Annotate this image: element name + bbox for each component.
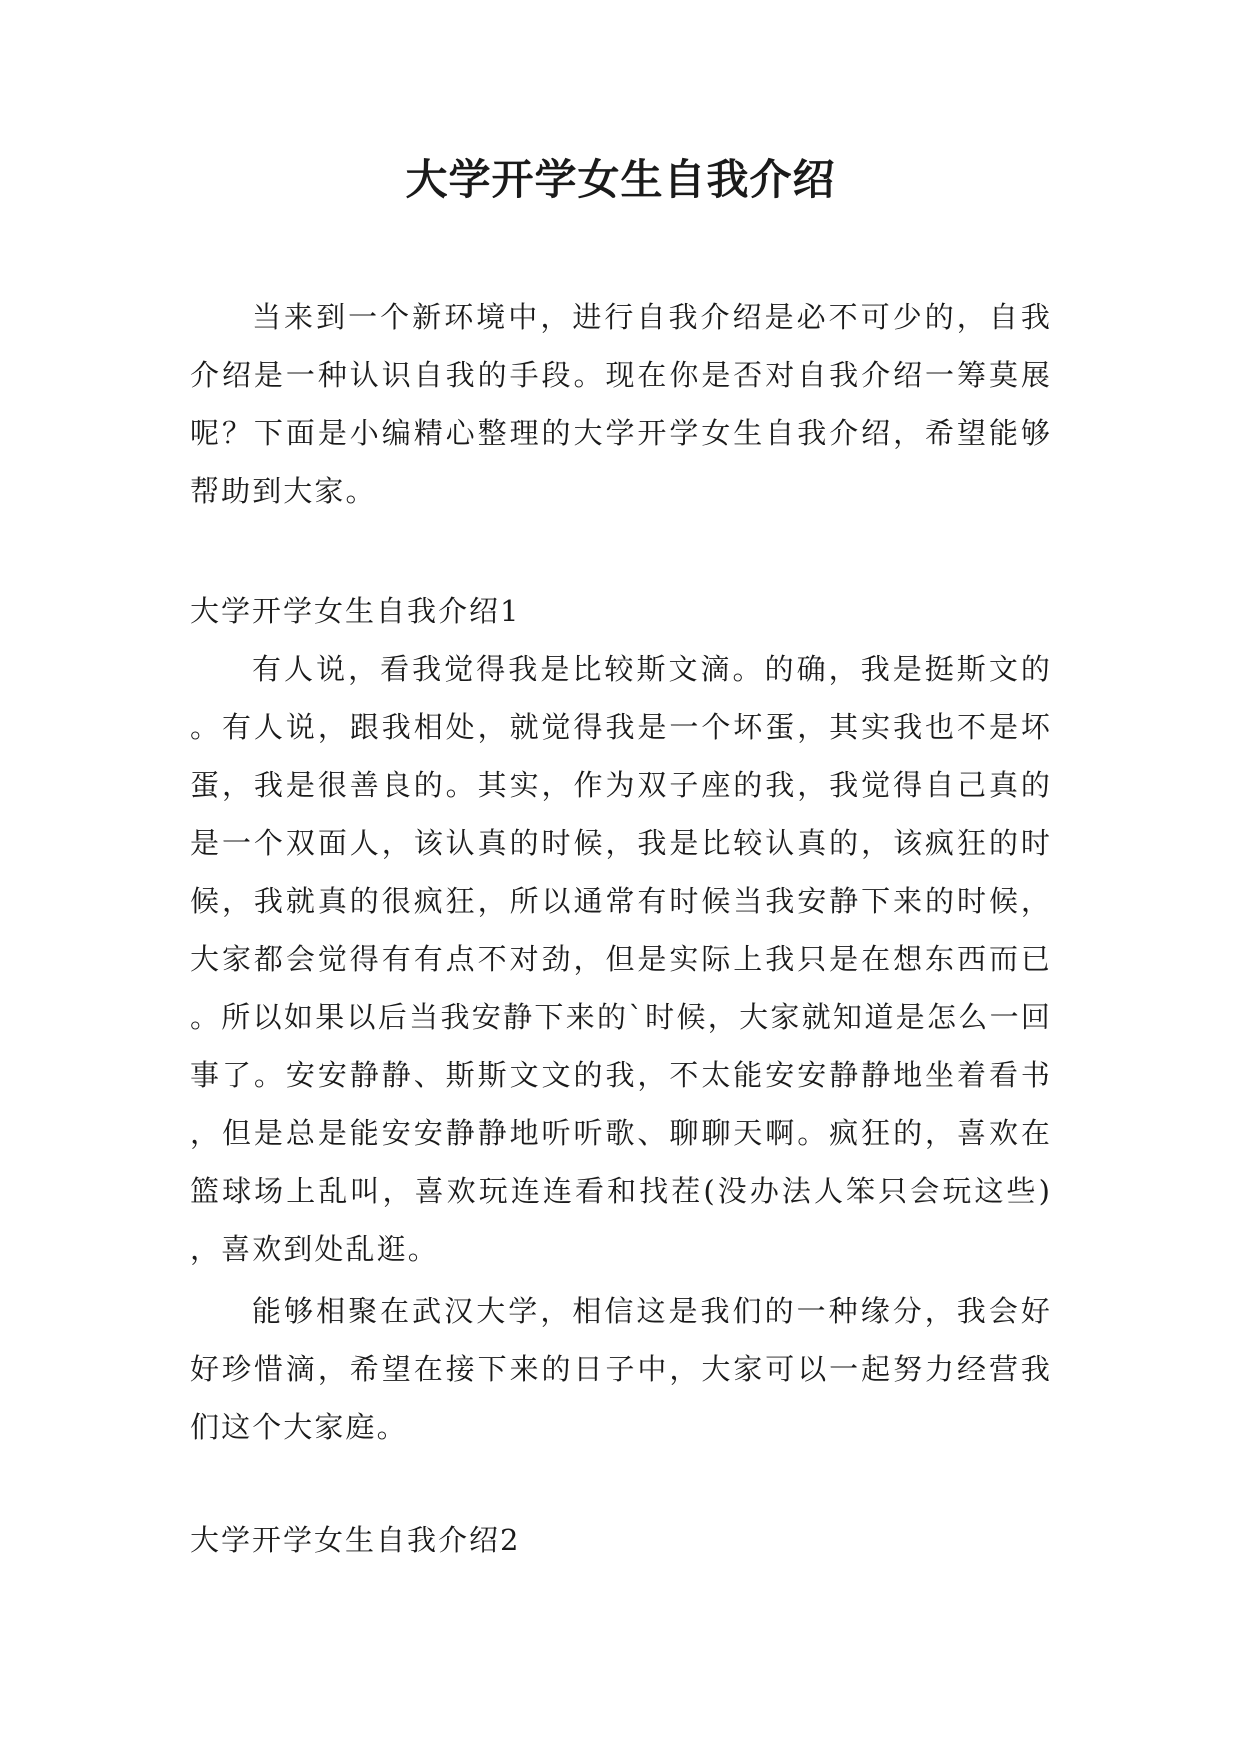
section-heading-2: 大学开学女生自我介绍2 [190,1523,521,1557]
section-1-paragraph-1: 有人说，看我觉得我是比较斯文滴。的确，我是挺斯文的。有人说，跟我相处，就觉得我是一个坏蛋，其实我也不是坏蛋，我是很善良的。其实，作为双子座的我，我觉得自己真的是一个双面人，该认真的时候，我是比较认真的，该疯狂的时候，我就真的很疯狂，所以通常有时候当我安静下来的时候，大家都会觉得有有点不对劲，但是实际上我只是在想东西而已。所以如果以后当我安静下来的`时候，大家就知道是怎么一回事了。安安静静、斯斯文文的我，不太能安安静静地坐着看书，但是总是能安安静静地听听歌、聊聊天啊。疯狂的，喜欢在篮球场上乱叫，喜欢玩连连看和找茬(没办法人笨只会玩这些)，喜欢到处乱逛。 [190,652,1052,1266]
section-1-paragraph-2: 能够相聚在武汉大学，相信这是我们的一种缘分，我会好好珍惜滴，希望在接下来的日子中，大家可以一起努力经营我们这个大家庭。 [190,1294,1052,1444]
section-heading-1: 大学开学女生自我介绍1 [190,594,521,628]
intro-paragraph: 当来到一个新环境中，进行自我介绍是必不可少的，自我介绍是一种认识自我的手段。现在你是否对自我介绍一筹莫展呢？下面是小编精心整理的大学开学女生自我介绍，希望能够帮助到大家。 [190,300,1052,508]
document-title: 大学开学女生自我介绍 [405,155,836,204]
